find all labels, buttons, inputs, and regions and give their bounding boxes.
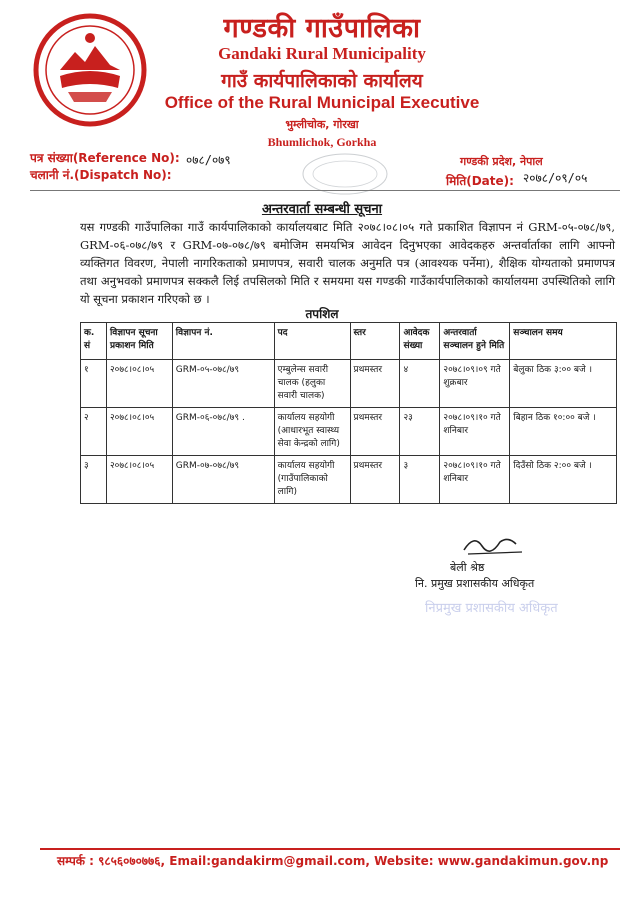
table-cell: २३ bbox=[400, 408, 440, 456]
table-cell: बेलुका ठिक ३:०० बजे । bbox=[510, 360, 617, 408]
table-cell: GRM-०६-०७८/७९ . bbox=[172, 408, 274, 456]
table-cell: प्रथमस्तर bbox=[350, 456, 400, 504]
table-cell: ३ bbox=[400, 456, 440, 504]
table-cell: दिउँसो ठिक २:०० बजे । bbox=[510, 456, 617, 504]
header-cell: स्तर bbox=[350, 323, 400, 360]
signer-stamp: निप्रमुख प्रशासकीय अधिकृत bbox=[425, 601, 558, 616]
signature-icon bbox=[460, 530, 530, 558]
table-cell: १ bbox=[81, 360, 107, 408]
table-cell: GRM-०७-०७८/७९ bbox=[172, 456, 274, 504]
table-cell: ३ bbox=[81, 456, 107, 504]
address-en: Bhumlichok, Gorkha bbox=[267, 135, 377, 149]
header-cell: अन्तरवार्ता सञ्चालन हुने मिति bbox=[440, 323, 510, 360]
table-cell: प्रथमस्तर bbox=[350, 408, 400, 456]
reference-label: पत्र संख्या(Reference No): bbox=[30, 151, 180, 165]
table-cell: बिहान ठिक १०:०० बजे । bbox=[510, 408, 617, 456]
municipality-name-np: गण्डकी गाउँपालिका bbox=[223, 13, 421, 44]
date-label: मिति(Date): bbox=[446, 174, 514, 188]
table-row bbox=[81, 456, 617, 504]
table-cell: एम्बुलेन्स सवारी चालक (हलुका सवारी चालक) bbox=[274, 360, 350, 408]
contact-footer: सम्पर्क : ९८५६०७०७७६, Email:gandakirm@gmail.com, Website: www.gandakimun.gov.np bbox=[57, 854, 609, 868]
table-cell: कार्यालय सहयोगी (गाउँपालिकाको लागि) bbox=[274, 456, 350, 504]
municipality-name-en: Gandaki Rural Municipality bbox=[218, 44, 426, 63]
table-cell: २ bbox=[81, 408, 107, 456]
table-cell: २०७८।०८।०५ bbox=[106, 360, 172, 408]
header-cell: क. सं bbox=[81, 323, 107, 360]
table-cell: २०७८।०९।१० गते शनिबार bbox=[440, 408, 510, 456]
notice-title: अन्तरवार्ता सम्बन्धी सूचना bbox=[261, 202, 383, 217]
office-name-np: गाउँ कार्यपालिकाको कार्यालय bbox=[221, 70, 423, 92]
office-name-en: Office of the Rural Municipal Executive bbox=[164, 93, 480, 112]
header-cell: सञ्चालन समय bbox=[510, 323, 617, 360]
schedule-table bbox=[80, 322, 617, 504]
header-cell: विज्ञापन सूचना प्रकाशन मिति bbox=[106, 323, 172, 360]
notice-body: यस गण्डकी गाउँपालिका गाउँ कार्यपालिकाको कार्यालयबाट मिति २०७८।०८।०५ गते प्रकाशित विज्ञापन नं GRM-०५-०७८/७९, GRM-०६-०७८/७९ र GRM-०७-०७८/७९ बमोजिम समयभित्र आवेदन दिनुभएका आवेदकहरु अन्तर्वार्ताका लागि आफ्नो व्यक्तिगत विवरण, नेपाली नागरिकताको प्रमाणपत्र, सवारी चालक अनुमति पत्र (आवश्यक पर्नेमा), शैक्षिक योग्यताको प्रमाणपत्र तथा अनुभवको प्रमाणपत्र सक्कलै लिई तपसिलको मिति र समयमा यस गण्डकी गाउँकार्यपालिकाको कार्यालयमा उपस्थितिको लागि यो सूचना प्रकाशन गरिएको छ । bbox=[80, 220, 615, 306]
table-cell: प्रथमस्तर bbox=[350, 360, 400, 408]
table-cell: २०७८।०८।०५ bbox=[106, 408, 172, 456]
address-np: भुम्लीचोक, गोरखा bbox=[285, 118, 359, 131]
table-cell: कार्यालय सहयोगी (आधारभूत स्वास्थ्य सेवा केन्द्रको लागि) bbox=[274, 408, 350, 456]
table-cell: २०७८।०९।०९ गते शुक्रबार bbox=[440, 360, 510, 408]
table-cell: ४ bbox=[400, 360, 440, 408]
signer-title: नि. प्रमुख प्रशासकीय अधिकृत bbox=[415, 577, 535, 590]
dispatch-label: चलानी नं.(Dispatch No): bbox=[30, 168, 172, 182]
table-cell: २०७८।०९।१० गते शनिबार bbox=[440, 456, 510, 504]
header-cell: विज्ञापन नं. bbox=[172, 323, 274, 360]
reference-value: ०७८/०७९ bbox=[186, 153, 231, 167]
table-cell: २०७८।०८।०५ bbox=[106, 456, 172, 504]
header-cell: पद bbox=[274, 323, 350, 360]
table-row bbox=[81, 360, 617, 408]
signer-name: बेली श्रेष्ठ bbox=[450, 561, 485, 574]
date-value: २०७८/०९/०५ bbox=[523, 171, 588, 185]
province-label: गण्डकी प्रदेश, नेपाल bbox=[460, 155, 543, 168]
footer-divider bbox=[40, 848, 620, 850]
header-cell: आवेदक संख्या bbox=[400, 323, 440, 360]
table-cell: GRM-०५-०७८/७९ bbox=[172, 360, 274, 408]
table-caption: तपशिल bbox=[305, 307, 339, 321]
table-header-row bbox=[81, 323, 617, 360]
header-divider bbox=[30, 190, 620, 191]
table-row bbox=[81, 408, 617, 456]
